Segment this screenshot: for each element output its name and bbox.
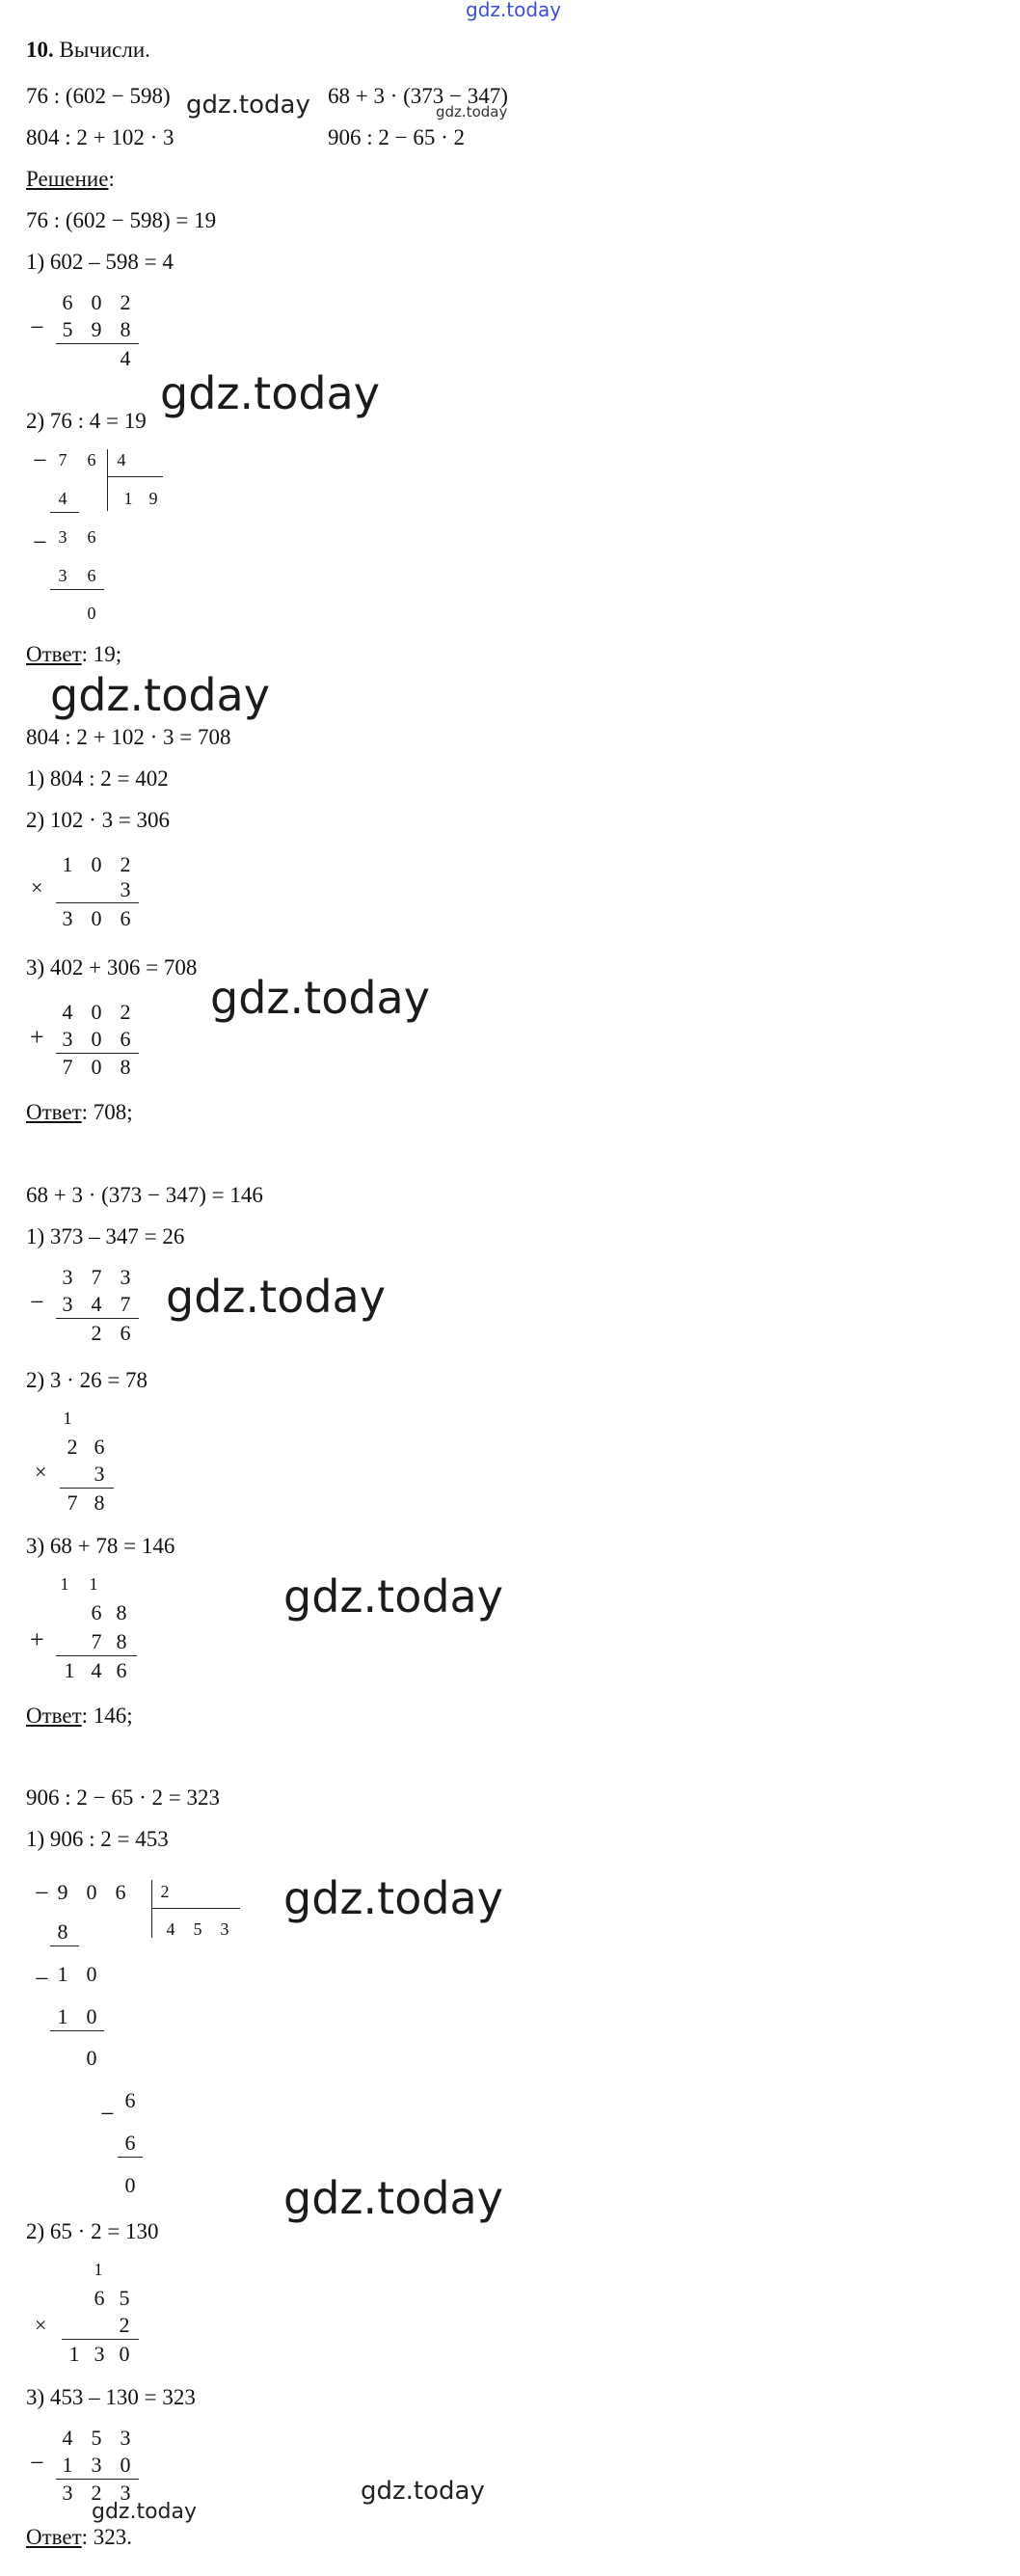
- digit: 6: [94, 2286, 105, 2310]
- plus-sign: +: [30, 1625, 44, 1653]
- digit: 5: [91, 2426, 102, 2450]
- digit: 8: [120, 1055, 131, 1079]
- task-expression-2: 68 + 3 · (373 − 347): [328, 84, 508, 108]
- carry-digit: 1: [94, 2260, 103, 2279]
- task-expression-1: 76 : (602 − 598): [26, 84, 171, 108]
- ex3-equation: 68 + 3 · (373 − 347) = 146: [26, 1183, 263, 1207]
- minus-sign: −: [35, 1879, 49, 1907]
- digit: 0: [87, 604, 96, 623]
- ex3-answer: [26, 1704, 133, 1727]
- digit: 2: [119, 2313, 130, 2337]
- subtract-line: [50, 589, 104, 590]
- digit: 7: [91, 1629, 102, 1653]
- digit: 5: [62, 317, 73, 341]
- ex4-step1: 1) 906 : 2 = 453: [26, 1827, 169, 1851]
- ex1-answer: [26, 643, 121, 665]
- digit: 6: [120, 1027, 131, 1051]
- task-header: [26, 39, 150, 61]
- ex2-step1: 1) 804 : 2 = 402: [26, 766, 169, 791]
- ex3-step3: 3) 68 + 78 = 146: [26, 1534, 175, 1558]
- times-sign: ×: [31, 875, 43, 899]
- digit: 4: [62, 2426, 73, 2450]
- minus-sign: −: [33, 446, 47, 474]
- ex3-step1: 1) 373 – 347 = 26: [26, 1224, 185, 1248]
- result-line: [56, 1318, 139, 1319]
- division-bar: [107, 449, 108, 511]
- digit: 6: [124, 2088, 136, 2112]
- divisor-line: [107, 476, 163, 477]
- digit: 7: [62, 1055, 73, 1079]
- result-line: [56, 902, 139, 903]
- digit: 3: [220, 1919, 229, 1939]
- watermark: gdz.today: [210, 972, 430, 1024]
- task-number: 10.: [26, 38, 54, 62]
- ex4-answer: [26, 2526, 132, 2548]
- watermark: gdz.today: [283, 1872, 503, 1924]
- digit: 7: [91, 1265, 102, 1289]
- solution-label: Решение: [26, 167, 109, 191]
- answer-label: Ответ: [26, 2525, 82, 2549]
- digit: 0: [91, 906, 102, 930]
- subtract-line: [118, 2157, 143, 2158]
- digit: 6: [87, 450, 96, 470]
- minus-sign: −: [35, 1965, 49, 1993]
- watermark-top: gdz.today: [466, 0, 562, 21]
- result-line: [56, 2479, 139, 2480]
- digit: 9: [148, 489, 158, 508]
- watermark: gdz.today: [283, 2172, 503, 2224]
- watermark: gdz.today: [166, 1271, 386, 1323]
- subtract-line: [50, 1945, 79, 1946]
- digit: 3: [62, 1027, 73, 1051]
- digit: 7: [120, 1292, 131, 1316]
- watermark: gdz.today: [361, 2477, 485, 2506]
- digit: 8: [116, 1629, 127, 1653]
- answer-value: : 323.: [81, 2525, 133, 2549]
- watermark: gdz.today: [92, 2500, 198, 2524]
- digit: 5: [119, 2286, 130, 2310]
- digit: 0: [91, 290, 102, 314]
- digit: 3: [62, 1292, 73, 1316]
- digit: 3: [94, 2342, 105, 2366]
- digit: 3: [62, 906, 73, 930]
- digit: 6: [87, 527, 96, 547]
- digit: 6: [120, 1321, 131, 1345]
- ex2-step2: 2) 102 · 3 = 306: [26, 808, 171, 832]
- digit: 3: [62, 2481, 73, 2505]
- digit: 6: [115, 1880, 126, 1904]
- answer-label: Ответ: [26, 1100, 82, 1124]
- digit: 1: [62, 852, 73, 876]
- digit: 8: [120, 317, 131, 341]
- digit: 6: [62, 290, 73, 314]
- digit: 6: [87, 566, 96, 585]
- subtract-line: [50, 512, 79, 513]
- carry-digit: 1: [89, 1574, 98, 1594]
- digit: 4: [91, 1292, 102, 1316]
- digit: 1: [68, 2342, 80, 2366]
- digit: 3: [120, 877, 131, 901]
- minus-sign: −: [100, 2100, 115, 2128]
- digit: 3: [58, 527, 67, 547]
- digit: 6: [120, 906, 131, 930]
- subtract-line: [50, 2030, 104, 2031]
- digit: 2: [67, 1435, 78, 1459]
- task-expression-4: 906 : 2 − 65 · 2: [328, 125, 466, 149]
- digit: 2: [91, 1321, 102, 1345]
- answer-value: : 19;: [81, 642, 122, 666]
- digit: 1: [57, 2004, 68, 2028]
- digit: 8: [116, 1600, 127, 1624]
- digit: 9: [57, 1880, 68, 1904]
- digit: 6: [94, 1435, 105, 1459]
- result-line: [60, 1488, 114, 1489]
- digit: 0: [91, 852, 102, 876]
- digit: 3: [120, 2426, 131, 2450]
- digit: 3: [91, 2453, 102, 2477]
- digit: 1: [62, 2453, 73, 2477]
- divisor: 2: [160, 1882, 170, 1901]
- digit: 4: [166, 1919, 175, 1939]
- digit: 3: [120, 2481, 131, 2505]
- ex1-step2: 2) 76 : 4 = 19: [26, 409, 147, 433]
- minus-sign: −: [30, 1288, 44, 1316]
- times-sign: ×: [35, 2313, 47, 2337]
- ex2-equation: 804 : 2 + 102 · 3 = 708: [26, 725, 231, 749]
- digit: 6: [116, 1658, 127, 1682]
- minus-sign: −: [30, 313, 44, 341]
- digit: 0: [91, 1027, 102, 1051]
- digit: 3: [120, 1265, 131, 1289]
- solution-heading: Решение:: [26, 167, 115, 191]
- digit: 3: [94, 1462, 105, 1486]
- digit: 8: [94, 1490, 105, 1515]
- times-sign: ×: [35, 1460, 47, 1484]
- digit: 8: [57, 1919, 68, 1944]
- digit: 1: [57, 1962, 68, 1986]
- watermark: gdz.today: [186, 91, 310, 120]
- digit: 2: [120, 852, 131, 876]
- ex2-answer: [26, 1101, 133, 1123]
- digit: 4: [62, 1000, 73, 1024]
- digit: 0: [86, 1880, 97, 1904]
- minus-sign: −: [30, 2449, 44, 2477]
- answer-label: Ответ: [26, 1704, 82, 1728]
- ex2-step3: 3) 402 + 306 = 708: [26, 955, 198, 979]
- answer-value: : 708;: [81, 1100, 133, 1124]
- result-line: [56, 343, 139, 344]
- plus-sign: +: [30, 1023, 44, 1051]
- digit: 6: [91, 1600, 102, 1624]
- digit: 4: [91, 1658, 102, 1682]
- digit: 0: [86, 1962, 97, 1986]
- digit: 0: [91, 1000, 102, 1024]
- watermark: gdz.today: [50, 669, 270, 721]
- result-line: [62, 2339, 139, 2340]
- divisor: 4: [117, 450, 126, 470]
- digit: 0: [119, 2342, 130, 2366]
- result-line: [56, 1655, 137, 1656]
- digit: 3: [62, 1265, 73, 1289]
- answer-label: Ответ: [26, 642, 82, 666]
- digit: 0: [120, 2453, 131, 2477]
- digit: 0: [86, 2046, 97, 2070]
- digit: 7: [67, 1490, 78, 1515]
- ex4-step2: 2) 65 · 2 = 130: [26, 2219, 159, 2243]
- carry-digit: 1: [63, 1409, 72, 1428]
- digit: 0: [86, 2004, 97, 2028]
- digit: 9: [91, 317, 102, 341]
- result-line: [56, 1053, 139, 1054]
- digit: 4: [120, 346, 131, 370]
- digit: 2: [91, 2481, 102, 2505]
- digit: 2: [120, 290, 131, 314]
- ex4-step3: 3) 453 – 130 = 323: [26, 2385, 196, 2409]
- task-expression-3: 804 : 2 + 102 · 3: [26, 125, 174, 149]
- minus-sign: −: [33, 528, 47, 556]
- digit: 0: [124, 2173, 136, 2197]
- ex1-equation: 76 : (602 − 598) = 19: [26, 208, 217, 232]
- carry-digit: 1: [60, 1574, 69, 1594]
- ex1-step1: 1) 602 – 598 = 4: [26, 250, 174, 274]
- answer-value: : 146;: [81, 1704, 133, 1728]
- digit: 2: [120, 1000, 131, 1024]
- digit: 1: [123, 489, 133, 508]
- task-title: Вычисли.: [59, 38, 150, 62]
- watermark: gdz.today: [160, 367, 380, 419]
- ex3-step2: 2) 3 · 26 = 78: [26, 1368, 148, 1392]
- watermark: gdz.today: [283, 1570, 503, 1623]
- digit: 5: [193, 1919, 202, 1939]
- digit: 6: [124, 2131, 136, 2155]
- watermark: gdz.today: [436, 103, 508, 121]
- digit: 7: [58, 450, 67, 470]
- divisor-line: [151, 1908, 240, 1909]
- ex4-equation: 906 : 2 − 65 · 2 = 323: [26, 1785, 220, 1810]
- digit: 0: [91, 1055, 102, 1079]
- digit: 3: [58, 566, 67, 585]
- digit: 1: [64, 1658, 75, 1682]
- digit: 4: [58, 489, 67, 508]
